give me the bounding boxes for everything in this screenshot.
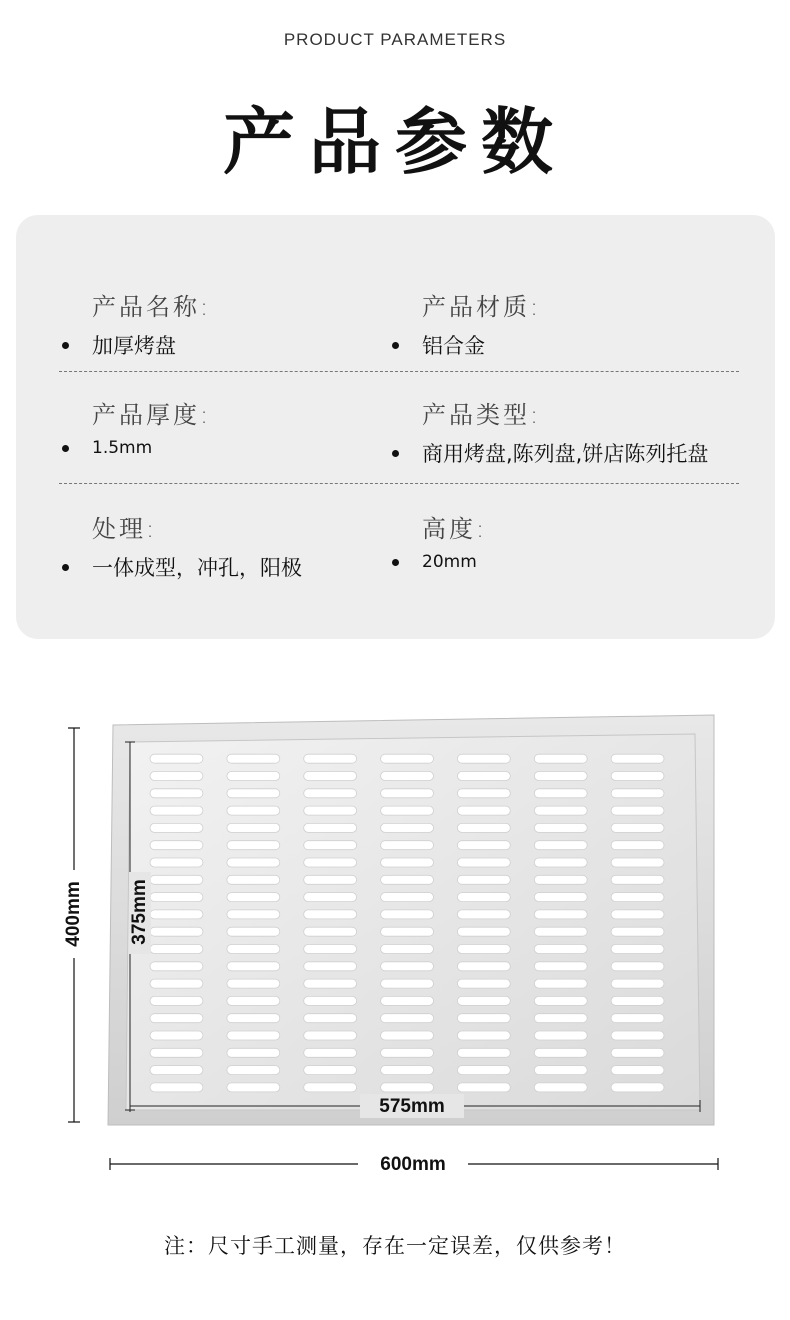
- perforation-slot: [534, 1083, 587, 1092]
- perforation-slot: [381, 841, 434, 850]
- perforation-slot: [381, 962, 434, 971]
- param-label: 处理:: [92, 515, 158, 543]
- perforation-slot: [150, 1048, 203, 1057]
- perforation-slot: [534, 962, 587, 971]
- perforation-slot: [457, 945, 510, 954]
- perforation-slot: [227, 927, 280, 936]
- perforation-slot: [304, 910, 357, 919]
- inner-height-label: 375mm: [129, 879, 151, 945]
- page-subtitle: PRODUCT PARAMETERS: [283, 30, 507, 49]
- param-value-text: 1.5mm: [92, 438, 153, 458]
- perforation-slot: [304, 875, 357, 884]
- perforation-slot: [227, 1083, 280, 1092]
- param-value: [422, 438, 708, 468]
- param-value-text: 一体成型，冲孔，阳极: [92, 556, 302, 580]
- perforation-slot: [457, 841, 510, 850]
- perforation-slot: [227, 893, 280, 902]
- perforation-slot: [150, 754, 203, 763]
- perforation-slot: [534, 875, 587, 884]
- perforation-slot: [150, 893, 203, 902]
- perforation-slot: [611, 979, 664, 988]
- outer-height-label: 400mm: [63, 881, 85, 947]
- perforation-slot: [457, 875, 510, 884]
- perforation-slot: [150, 1066, 203, 1075]
- perforation-slot: [381, 1048, 434, 1057]
- perforation-slot: [304, 927, 357, 936]
- perforation-slot: [227, 754, 280, 763]
- perforation-slot: [381, 910, 434, 919]
- perforation-slot: [150, 1014, 203, 1023]
- perforation-slot: [304, 823, 357, 832]
- perforation-slot: [457, 858, 510, 867]
- perforation-slot: [150, 979, 203, 988]
- perforation-slot: [381, 996, 434, 1005]
- perforation-slot: [381, 823, 434, 832]
- perforation-slot: [381, 1083, 434, 1092]
- perforation-slot: [457, 927, 510, 936]
- perforation-slot: [227, 806, 280, 815]
- perforation-slot: [457, 893, 510, 902]
- perforation-slot: [534, 858, 587, 867]
- param-label: 产品类型:: [422, 401, 542, 429]
- perforation-slot: [227, 841, 280, 850]
- param-value: [422, 330, 541, 360]
- param-height: [422, 509, 487, 572]
- perforation-slot: [150, 858, 203, 867]
- perforation-slot: [150, 772, 203, 781]
- perforation-slot: [534, 1048, 587, 1057]
- perforation-slot: [611, 1048, 664, 1057]
- param-value: [422, 552, 487, 572]
- bullet-icon: [62, 564, 69, 571]
- param-value-text: 铝合金: [422, 334, 485, 358]
- bullet-icon: [62, 342, 69, 349]
- perforation-slot: [304, 772, 357, 781]
- page-title: 产品参数: [222, 100, 567, 184]
- perforation-slot: [304, 962, 357, 971]
- perforation-slot: [381, 858, 434, 867]
- perforation-slot: [227, 858, 280, 867]
- perforation-slot: [534, 996, 587, 1005]
- perforation-slot: [457, 979, 510, 988]
- inner-width-label: 575mm: [379, 1096, 445, 1118]
- perforation-slot: [381, 1066, 434, 1075]
- param-value: [92, 330, 211, 360]
- perforation-slot: [304, 789, 357, 798]
- perforation-slot: [304, 1048, 357, 1057]
- perforation-slot: [457, 806, 510, 815]
- perforation-slot: [227, 979, 280, 988]
- perforation-slot: [150, 927, 203, 936]
- bullet-icon: [392, 450, 399, 457]
- perforation-slot: [150, 823, 203, 832]
- perforation-slot: [611, 1066, 664, 1075]
- perforation-slot: [534, 1031, 587, 1040]
- perforation-slot: [381, 1014, 434, 1023]
- perforation-slot: [304, 858, 357, 867]
- perforation-slot: [611, 945, 664, 954]
- perforation-slot: [304, 1066, 357, 1075]
- perforation-slot: [457, 772, 510, 781]
- perforation-slot: [150, 945, 203, 954]
- perforation-slot: [534, 945, 587, 954]
- perforation-slot: [227, 823, 280, 832]
- perforation-slot: [150, 806, 203, 815]
- perforation-slot: [381, 945, 434, 954]
- perforation-slot: [457, 996, 510, 1005]
- perforation-slot: [381, 927, 434, 936]
- perforation-slot: [611, 841, 664, 850]
- perforation-slot: [150, 841, 203, 850]
- perforation-slot: [227, 1066, 280, 1075]
- perforation-slot: [150, 789, 203, 798]
- perforation-slot: [534, 979, 587, 988]
- perforation-slot: [611, 1014, 664, 1023]
- tray: [108, 715, 714, 1125]
- perforation-slot: [227, 1014, 280, 1023]
- param-value: [92, 438, 211, 458]
- param-value: [92, 552, 302, 582]
- perforation-slot: [457, 962, 510, 971]
- perforation-slot: [534, 823, 587, 832]
- perforation-slot: [611, 806, 664, 815]
- param-treatment: [92, 509, 302, 582]
- perforation-slot: [304, 1083, 357, 1092]
- perforation-slot: [304, 979, 357, 988]
- param-value-text: 商用烤盘,陈列盘,饼店陈列托盘: [422, 442, 709, 466]
- perforation-slot: [150, 962, 203, 971]
- perforation-slot: [457, 1031, 510, 1040]
- perforation-slot: [227, 996, 280, 1005]
- param-value-text: 20mm: [422, 552, 477, 572]
- perforation-slot: [457, 1083, 510, 1092]
- perforation-slot: [457, 789, 510, 798]
- perforation-slot: [381, 772, 434, 781]
- perforation-slot: [611, 875, 664, 884]
- perforation-slot: [150, 1031, 203, 1040]
- perforation-slot: [304, 806, 357, 815]
- param-label: 产品材质:: [422, 293, 542, 321]
- param-thickness: [92, 395, 211, 458]
- perforation-slot: [304, 841, 357, 850]
- param-label: 高度:: [422, 515, 488, 543]
- perforation-slot: [611, 823, 664, 832]
- perforation-slot: [534, 1066, 587, 1075]
- param-label: 产品厚度:: [92, 401, 212, 429]
- perforation-slot: [457, 823, 510, 832]
- perforation-slot: [457, 754, 510, 763]
- bullet-icon: [62, 445, 69, 452]
- perforation-slot: [534, 893, 587, 902]
- perforation-slot: [381, 893, 434, 902]
- bullet-icon: [392, 559, 399, 566]
- perforation-slot: [457, 1014, 510, 1023]
- divider: [59, 483, 739, 484]
- parameters-panel: [16, 215, 775, 639]
- perforation-slot: [611, 962, 664, 971]
- bullet-icon: [392, 342, 399, 349]
- perforation-slot: [381, 875, 434, 884]
- outer-width-dimension: [110, 1152, 718, 1178]
- perforation-slot: [227, 945, 280, 954]
- perforation-slot: [150, 996, 203, 1005]
- perforation-slot: [227, 962, 280, 971]
- perforation-slot: [304, 996, 357, 1005]
- perforation-slot: [227, 1031, 280, 1040]
- perforation-slot: [304, 1014, 357, 1023]
- perforation-slot: [534, 754, 587, 763]
- perforation-slot: [457, 1066, 510, 1075]
- param-material: [422, 287, 541, 360]
- divider: [59, 371, 739, 372]
- param-type: [422, 395, 708, 468]
- perforation-slot: [304, 754, 357, 763]
- perforation-slot: [611, 996, 664, 1005]
- perforation-slot: [611, 910, 664, 919]
- perforation-slot: [534, 806, 587, 815]
- perforation-slot: [534, 772, 587, 781]
- perforation-slot: [150, 875, 203, 884]
- measurement-note: 注：尺寸手工测量，存在一定误差，仅供参考！: [164, 1234, 626, 1258]
- tray-dimension-diagram: [60, 710, 740, 1190]
- perforation-slot: [611, 893, 664, 902]
- perforation-slot: [611, 927, 664, 936]
- perforation-slot: [611, 1031, 664, 1040]
- perforation-slot: [534, 789, 587, 798]
- perforation-slot: [611, 858, 664, 867]
- perforation-slot: [304, 1031, 357, 1040]
- perforation-slot: [457, 910, 510, 919]
- perforation-slot: [611, 754, 664, 763]
- perforation-slot: [381, 1031, 434, 1040]
- perforation-slot: [534, 841, 587, 850]
- param-value-text: 加厚烤盘: [92, 334, 176, 358]
- perforation-slot: [611, 789, 664, 798]
- perforation-slot: [227, 910, 280, 919]
- perforation-slot: [534, 1014, 587, 1023]
- outer-height-dimension: [63, 728, 84, 1122]
- perforation-slot: [381, 754, 434, 763]
- perforation-slot: [381, 806, 434, 815]
- perforation-slot: [534, 927, 587, 936]
- perforation-slot: [534, 910, 587, 919]
- param-name: [92, 287, 211, 360]
- perforation-slot: [611, 772, 664, 781]
- outer-width-label: 600mm: [380, 1154, 446, 1176]
- perforation-slot: [227, 789, 280, 798]
- perforation-slot: [150, 910, 203, 919]
- perforation-slot: [227, 1048, 280, 1057]
- perforation-slot: [227, 875, 280, 884]
- perforation-slot: [381, 789, 434, 798]
- param-label: 产品名称:: [92, 293, 212, 321]
- perforation-slot: [150, 1083, 203, 1092]
- perforation-slot: [611, 1083, 664, 1092]
- perforation-slot: [304, 893, 357, 902]
- perforation-slot: [227, 772, 280, 781]
- perforation-slot: [381, 979, 434, 988]
- perforation-slot: [304, 945, 357, 954]
- perforation-slot: [457, 1048, 510, 1057]
